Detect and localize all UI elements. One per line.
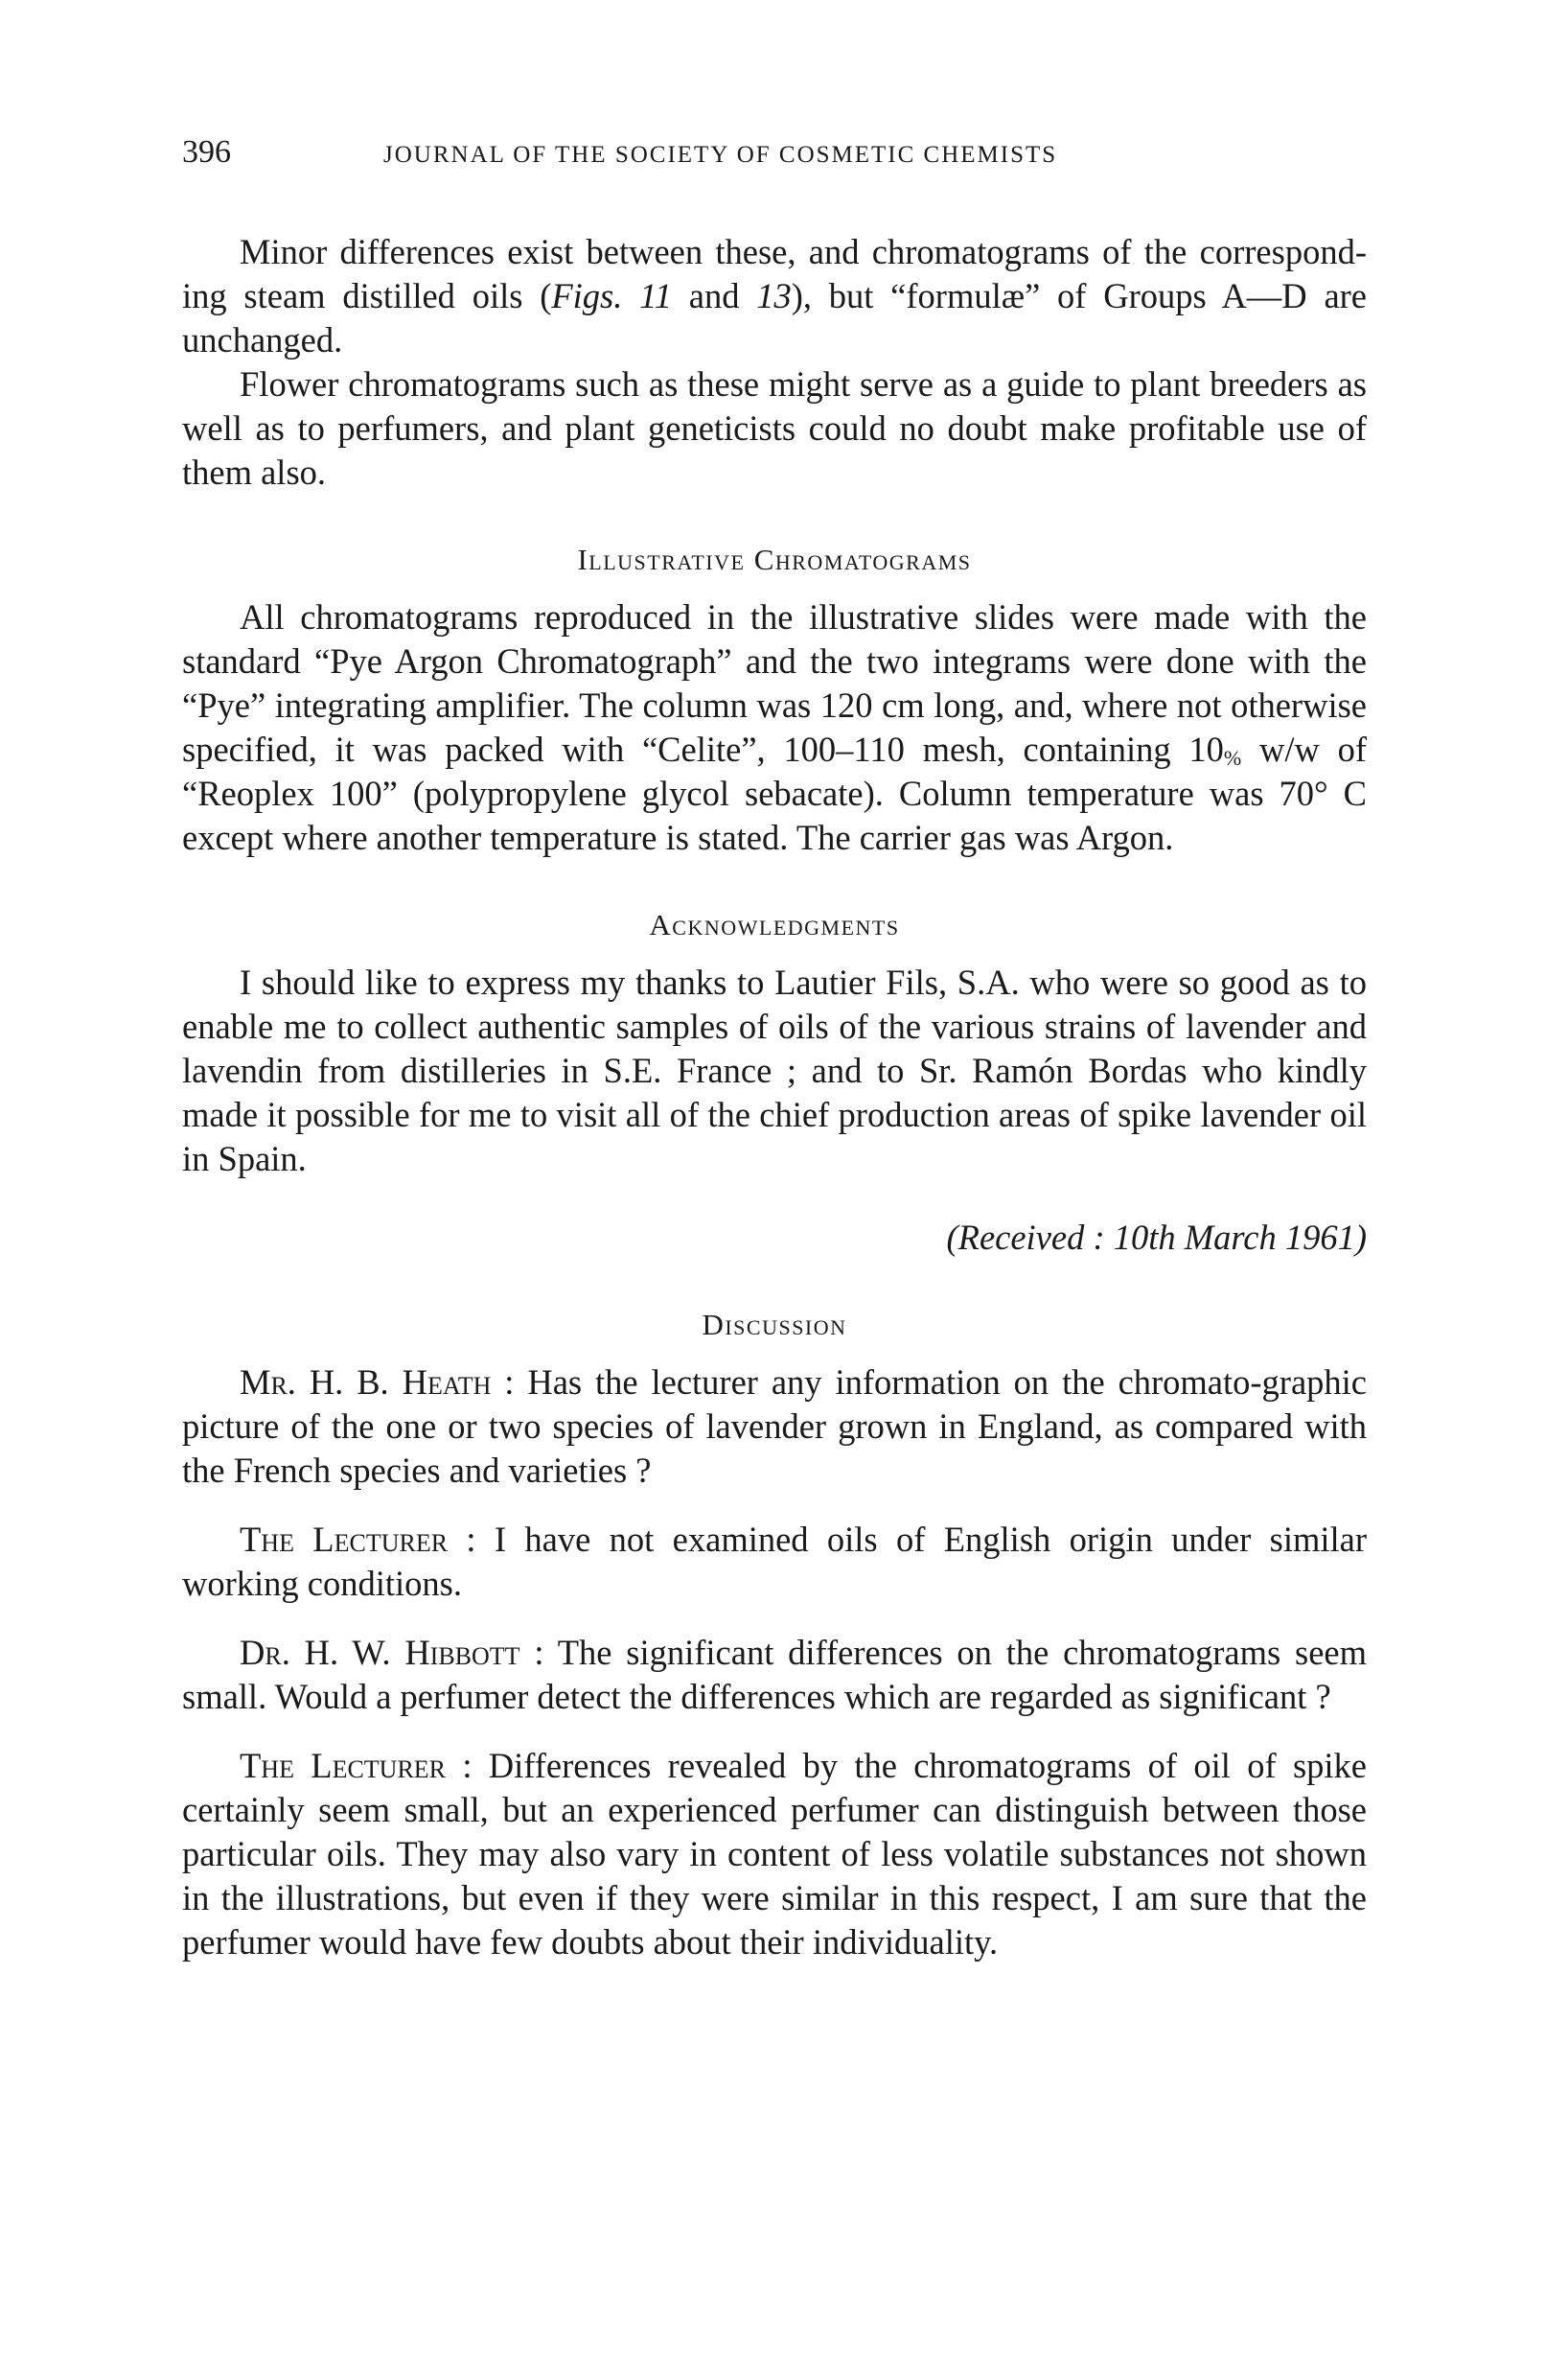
heading-illustrative-chromatograms: Illustrative Chromatograms <box>577 543 972 576</box>
discussion-entry: Dr. H. W. Hibbott : The significant differences on the chromatograms seem small. Would a perfumer detect the differences which are regarded as significant ? <box>182 1633 1367 1716</box>
journal-title: JOURNAL OF THE SOCIETY OF COSMETIC CHEMISTS <box>383 142 1058 168</box>
speaker-name: The Lecturer <box>240 1746 447 1785</box>
speaker-name: Mr. H. B. Heath <box>240 1362 492 1402</box>
figure-reference: Figs. 11 <box>551 276 672 315</box>
intro-paragraph-1: Minor differences exist between these, and chromatograms of the correspond-ing steam distilled oils (Figs. 11 and 13), but “formulæ” of Groups A—D are unchanged. <box>182 232 1367 360</box>
discussion-entry: The Lecturer : I have not examined oils of English origin under similar working conditions. <box>182 1520 1368 1603</box>
percent-sign: % <box>1223 746 1242 770</box>
discussion-entry: Mr. H. B. Heath : Has the lecturer any information on the chromato-graphic picture of the one or two species of lavender grown in England, as compared with the French species and varieties ? <box>182 1362 1368 1490</box>
heading-acknowledgments: Acknowledgments <box>649 908 900 941</box>
speaker-name: The Lecturer <box>240 1520 449 1559</box>
speaker-name: Dr. H. W. Hibbott <box>240 1633 520 1672</box>
figure-reference-13: 13 <box>756 276 792 315</box>
illustrative-paragraph: All chromatograms reproduced in the illustrative slides were made with the standard “Pye Argon Chromatograph” and the two integrams were done with the “Pye” integrating amplifier. The column was 120 cm long, and, where not otherwise specified, it was packed with “Celite”, 100–110 mesh, containing $10_{\%}$ w/w of “Reoplex 100” (polypropylene glycol sebacate). Column temperature was 70° C except where another temperature is stated. The carrier gas was Argon. <box>182 597 1367 857</box>
running-head <box>182 134 1367 173</box>
page-number: 396 <box>182 134 231 170</box>
heading-discussion: Discussion <box>702 1308 847 1341</box>
page <box>182 134 1367 1964</box>
intro-paragraph-2: Flower chromatograms such as these might serve as a guide to plant breeders as well as to perfumers, and plant geneticists could no doubt make profitable use of them also. <box>182 364 1367 492</box>
acknowledgments-paragraph: I should like to express my thanks to Lautier Fils, S.A. who were so good as to enable me to collect authentic samples of oils of the various strains of lavender and lavendin from distilleries in S.E. France ; and to Sr. Ramón Bordas who kindly made it possible for me to visit all of the chief production areas of spike lavender oil in Spain. <box>182 963 1367 1178</box>
received-date: (Received : 10th March 1961) <box>946 1218 1367 1257</box>
discussion-entry: The Lecturer : Differences revealed by the chromatograms of oil of spike certainly seem small, but an experienced perfumer can distinguish between those particular oils. They may also vary in content of less volatile substances not shown in the illustrations, but even if they were similar in this respect, I am sure that the perfumer would have few doubts about their individuality. <box>182 1746 1367 1962</box>
